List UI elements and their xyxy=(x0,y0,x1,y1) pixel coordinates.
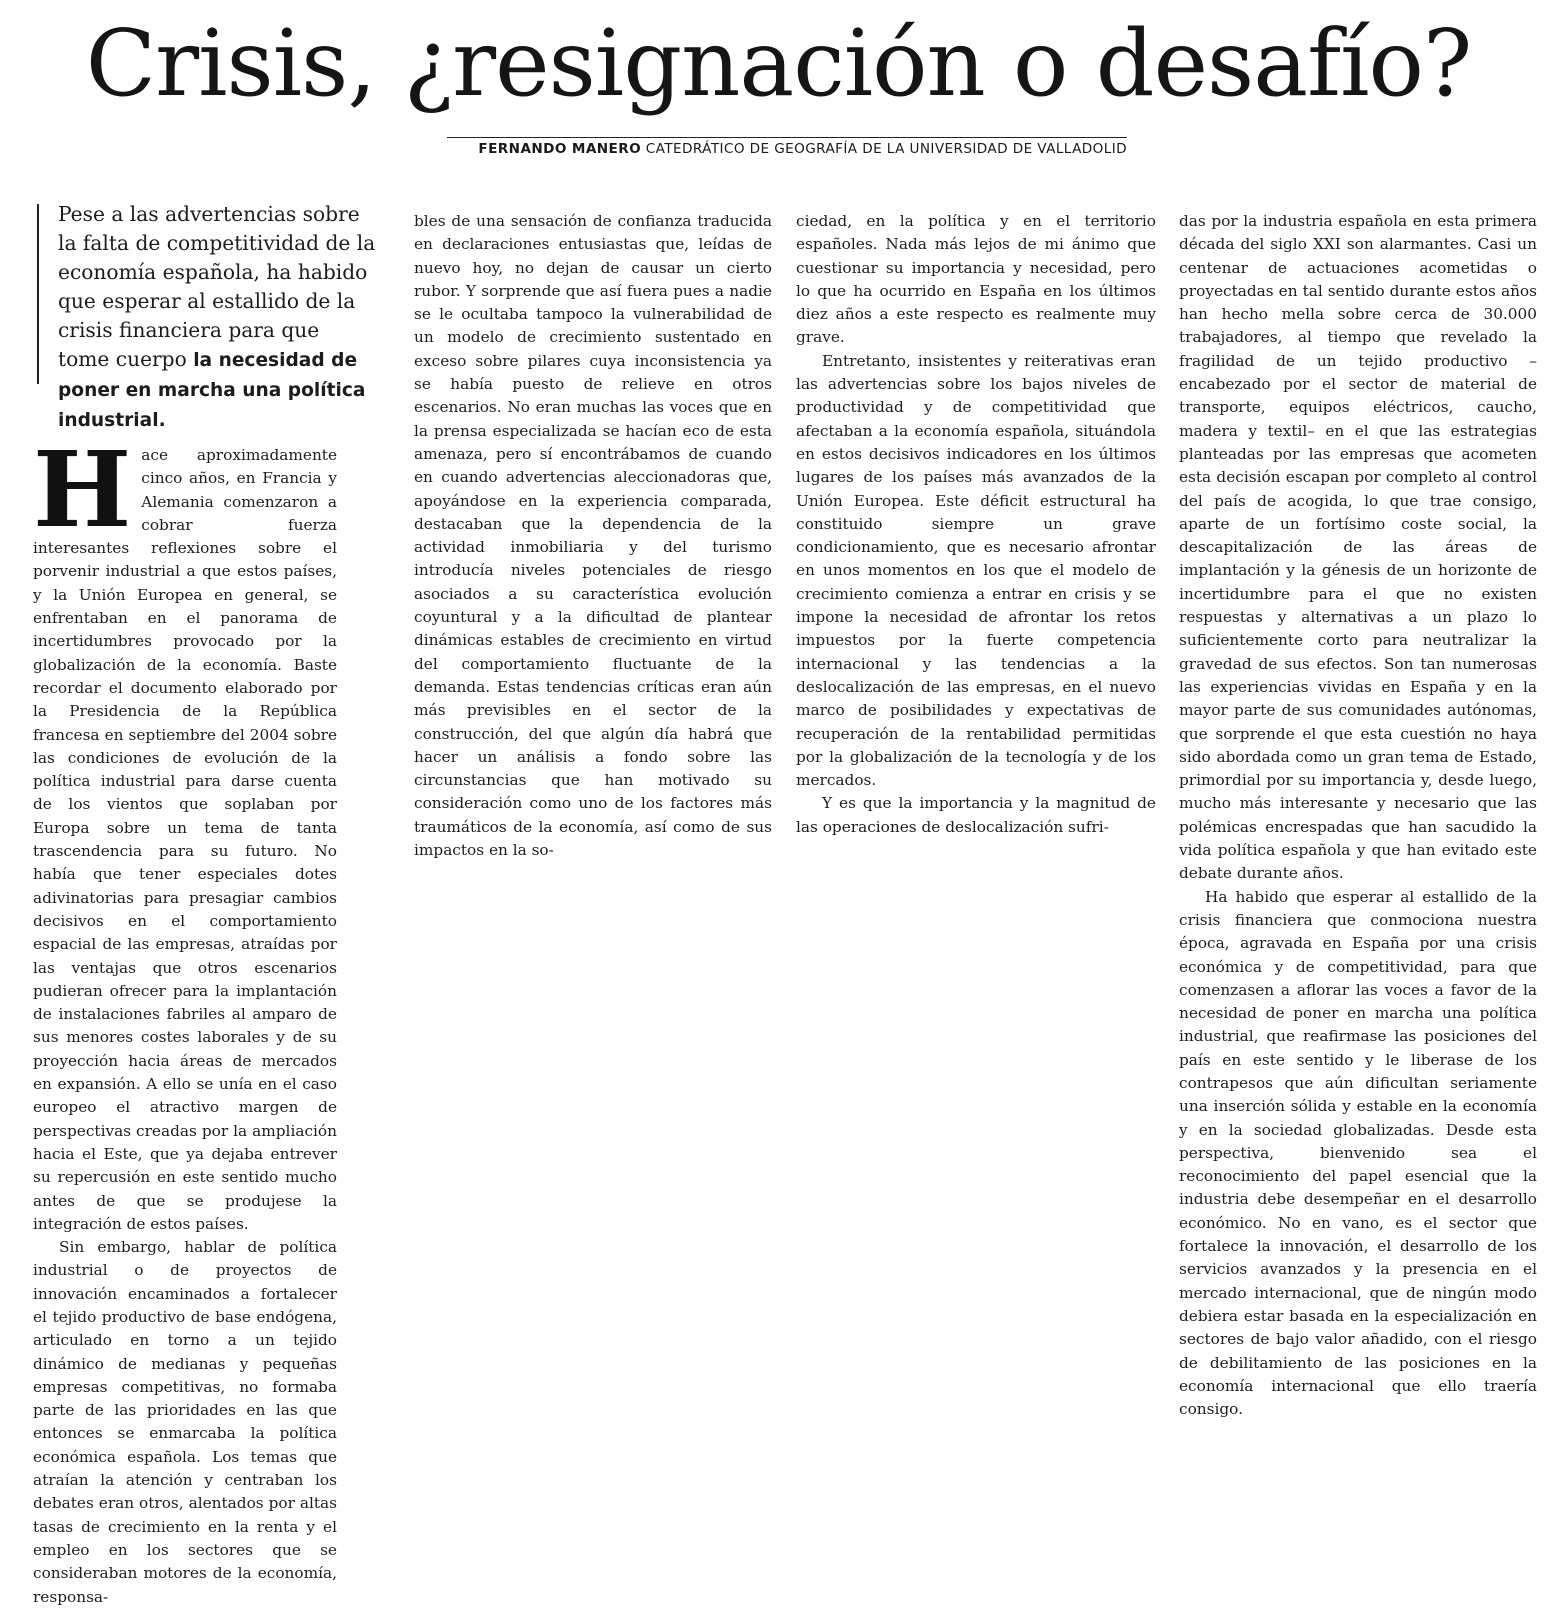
body-paragraph xyxy=(33,428,337,1236)
body-paragraph: bles de una sensación de confianza traducida en declaraciones entusiastas que, leídas de nuevo hoy, no dejan de causar un cierto rubor. Y sorprende que así fuera pues a nadie se le ocultaba tampoco la vulnerabilidad de un modelo de crecimiento sustentado en exceso sobre pilares cuya inconsistencia ya se había puesto de relieve en otros escenarios. No eran muchas las voces que en la prensa especializada se hacían eco de esta amenaza, pero sí encontrábamos de cuando en cuando advertencias aleccionadoras que, apoyándose en la experiencia comparada, destacaban que la dependencia de la actividad inmobiliaria y del turismo introducía niveles potenciales de riesgo asociados a su característica evolución coyuntural y a la dificultad de plantear dinámicas estables de crecimiento en virtud del comportamiento fluctuante de la demanda. Estas tendencias críticas eran aún más previsibles en el sector de la construcción, del que algún día habrá que hacer un análisis a fondo sobre las circunstancias que han motivado su consideración como uno de los factores más traumáticos de la economía, así como de sus impactos en la so- xyxy=(414,212,772,860)
lead-paragraph xyxy=(58,200,376,435)
body-paragraph: das por la industria española en esta primera década del siglo XXI son alarmantes. Casi un centenar de actuaciones acometidas o proyectadas en tal sentido durante estos años han hecho mella sobre cerca de 30.000 trabajadores, al tiempo que revelado la fragilidad de un tejido productivo –encabezado por el sector de material de transporte, equipos eléctricos, caucho, madera y textil– en el que las estrategias planteadas por las empresas que acometen esta decisión escapan por completo al control del país de acogida, lo que trae consigo, aparte de un fortísimo coste social, la descapitalización de las áreas de implantación y la génesis de un horizonte de incertidumbre para el que no existen respuestas y alternativas a un plazo lo suficientemente corto para neutralizar la gravedad de sus efectos. Son tan numerosas las experiencias vividas en España y en la mayor parte de sus comunidades autónomas, que sorprende el que esta cuestión no haya sido abordada como un gran tema de Estado, primordial por su importancia y, desde luego, mucho más interesante y necesario que las polémicas encrespadas que han sacudido la vida política española y que han evitado este debate durante años. xyxy=(1179,212,1537,883)
byline-author: FERNANDO MANERO xyxy=(478,141,642,157)
lead-text: Pese a las advertencias sobre la falta de competitividad de la economía española, ha habido que esperar al estallido de la crisis financiera para que tome cuerpo xyxy=(58,202,376,371)
column-2 xyxy=(414,210,772,862)
column-3 xyxy=(796,210,1156,839)
drop-cap: H xyxy=(33,428,132,551)
column-4 xyxy=(1179,210,1537,1421)
column-1 xyxy=(33,428,337,1609)
paragraph-text: ace aproximadamente cinco años, en Francia y Alemania comenzaron a cobrar fuerza interesantes reflexiones sobre el porvenir industrial a que estos países, y la Unión Europea en general, se enfrentaban en el panorama de incertidumbres provocado por la globalización de la economía. Baste recordar el documento elaborado por la Presidencia de la República francesa en septiembre del 2004 sobre las condiciones de evolución de la política industrial para darse cuenta de los vientos que soplaban por Europa sobre un tema de tanta trascendencia para su futuro. No había que tener especiales dotes adivinatorias para presagiar cambios decisivos en el comportamiento espacial de las empresas, atraídas por las ventajas que otros escenarios pudieran ofrecer para la implantación de instalaciones fabriles al amparo de sus menores costes laborales y de su proyección hacia áreas de mercados en expansión. A ello se unía en el caso europeo el atractivo margen de perspectivas creadas por la ampliación hacia el Este, que ya dejaba entrever su repercusión en este sentido mucho antes de que se produjese la integración de estos países. xyxy=(33,446,337,1233)
body-paragraph: Entretanto, insistentes y reiterativas eran las advertencias sobre los bajos niveles de productividad y de competitividad que afectaban a la economía española, situándola en estos decisivos indicadores en los últimos lugares de los países más avanzados de la Unión Europea. Este déficit estructural ha constituido siempre un grave condicionamiento, que es necesario afrontar en unos momentos en los que el modelo de crecimiento comienza a entrar en crisis y se impone la necesidad de afrontar los retos impuestos por la fuerte competencia internacional y las tendencias a la deslocalización de las empresas, en el nuevo marco de posibilidades y expectativas de recuperación de la rentabilidad permitidas por la globalización de la tecnología y de los mercados. xyxy=(796,351,1156,790)
byline-role: CATEDRÁTICO DE GEOGRAFÍA DE LA UNIVERSIDAD DE VALLADOLID xyxy=(645,141,1127,157)
byline xyxy=(447,137,1127,160)
lead-rule xyxy=(37,204,39,384)
article-headline: Crisis, ¿resignación o desafío? xyxy=(85,10,1472,117)
body-paragraph: Y es que la importancia y la magnitud de las operaciones de deslocalización sufri- xyxy=(796,794,1156,836)
body-paragraph: ciedad, en la política y en el territorio españoles. Nada más lejos de mi ánimo que cuestionar su importancia y necesidad, pero lo que ha ocurrido en España en los últimos diez años a este respecto es realmente muy grave. xyxy=(796,212,1156,347)
body-paragraph: Sin embargo, hablar de política industrial o de proyectos de innovación encaminados a fortalecer el tejido productivo de base endógena, articulado en torno a un tejido dinámico de medianas y pequeñas empresas competitivas, no formaba parte de las prioridades en las que entonces se enmarcaba la política económica española. Los temas que atraían la atención y centraban los debates eran otros, alentados por altas tasas de crecimiento en la renta y el empleo en los sectores que se consideraban motores de la economía, responsa- xyxy=(33,1238,337,1606)
lead-emphasis: la necesidad de poner en marcha una política industrial. xyxy=(58,350,366,431)
body-paragraph: Ha habido que esperar al estallido de la crisis financiera que conmociona nuestra época, agravada en España por una crisis económica y de competitividad, para que comenzasen a aflorar las voces a favor de la necesidad de poner en marcha una política industrial, que reafirmase las posiciones del país en este sentido y le liberase de los contrapesos que aún dificultan seriamente una inserción sólida y estable en la economía y en la sociedad globalizadas. Desde esta perspectiva, bienvenido sea el reconocimiento del papel esencial que la industria debe desempeñar en el desarrollo económico. No en vano, es el sector que fortalece la innovación, el desarrollo de los servicios avanzados y la presencia en el mercado internacional, que de ningún modo debiera estar basada en la especialización en sectores de bajo valor añadido, con el riesgo de debilitamiento de las posiciones en la economía internacional que ello traería consigo. xyxy=(1179,887,1537,1419)
